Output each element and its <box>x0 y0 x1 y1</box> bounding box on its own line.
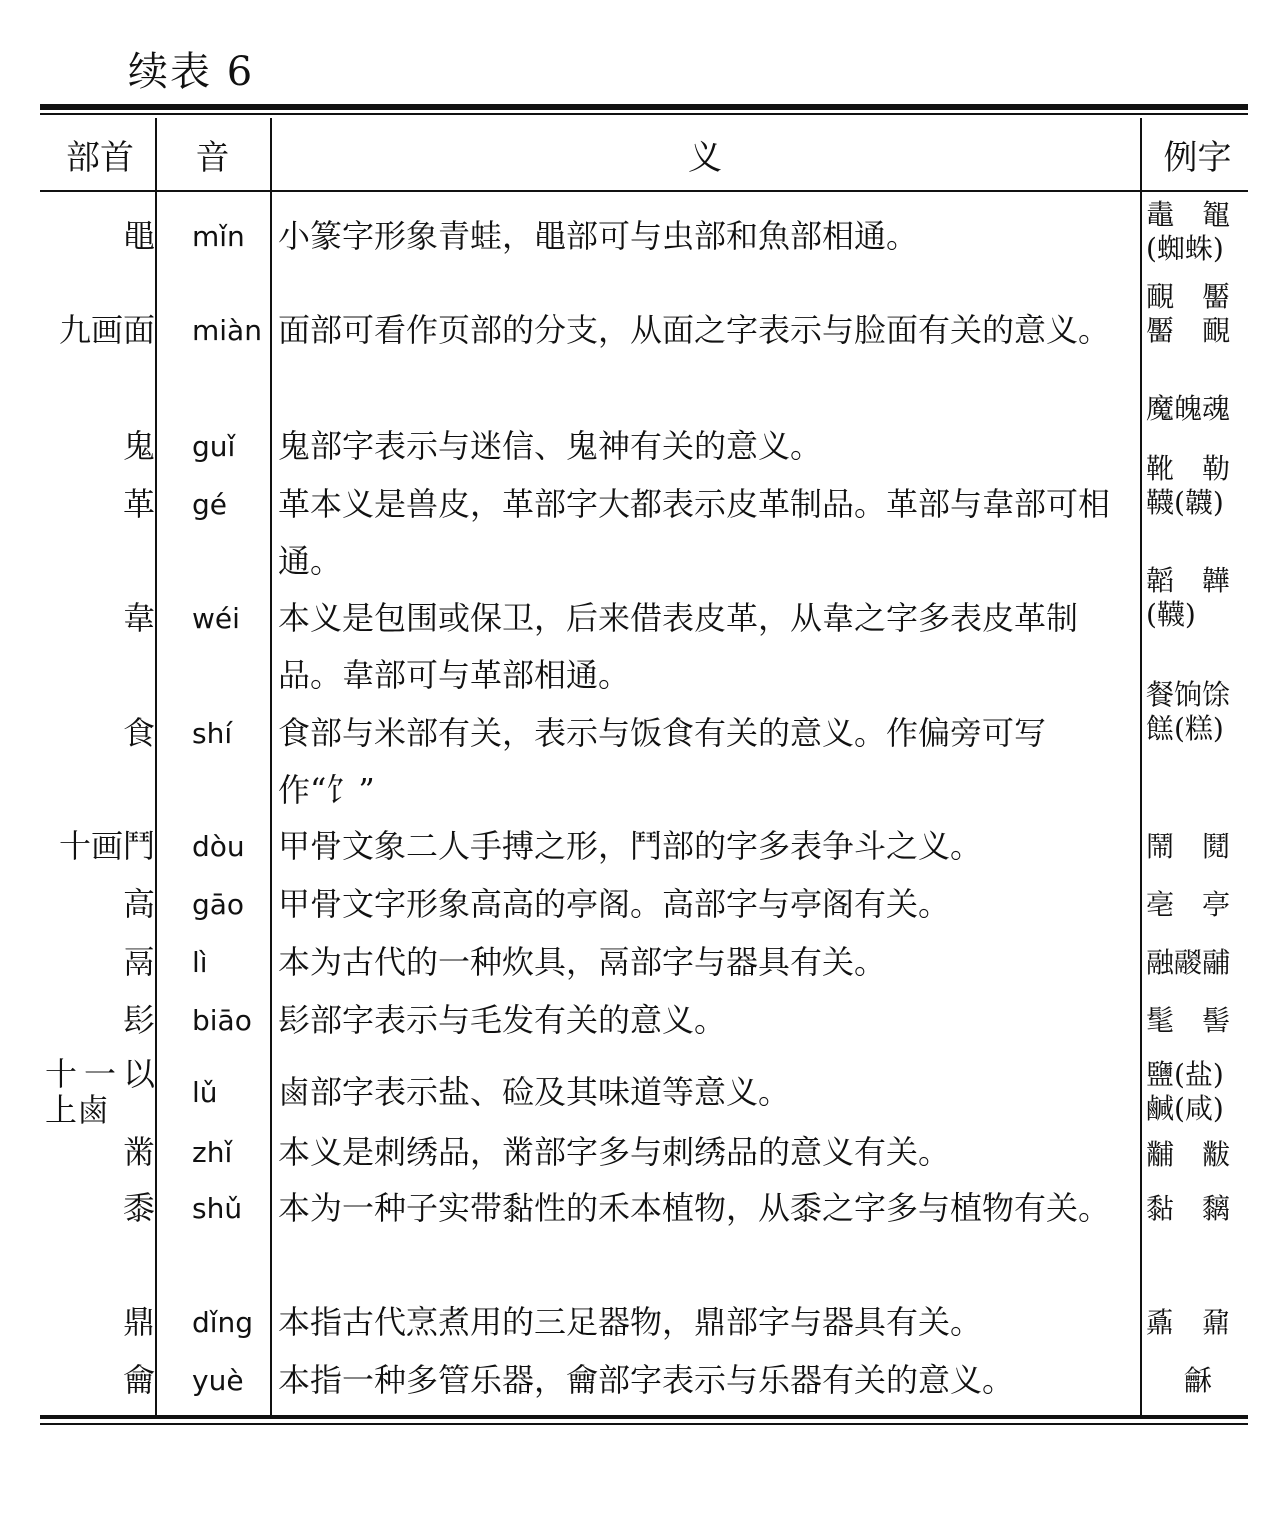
row-lizi-2: 餻(糕) <box>1146 712 1224 745</box>
header-yin: 音 <box>195 138 230 178</box>
row-lizi-1: 韜 韡 <box>1146 564 1231 597</box>
row-lizi-1: 黏 黐 <box>1146 1192 1231 1225</box>
row-lizi-2: (韈) <box>1146 598 1196 631</box>
row-yi: 本指一种多管乐器，龠部字表示与乐器有关的意义。 <box>278 1361 1015 1399</box>
row-yi: 小篆字形象青蛙，黽部可与虫部和魚部相通。 <box>278 217 919 255</box>
column-divider-1 <box>155 118 157 1418</box>
row-lizi-1: 鼃 鼅 <box>1146 198 1231 231</box>
row-yin: lì <box>192 946 208 979</box>
row-yin: guǐ <box>192 430 236 463</box>
row-bushou: 龠 <box>122 1361 155 1399</box>
header-bushou: 部首 <box>66 138 134 178</box>
row-yin: shí <box>192 717 233 750</box>
row-lizi <box>1146 946 1250 980</box>
row-lizi-1: 融鬷鬴 <box>1146 946 1231 979</box>
row-lizi-1: 餐饷馀 <box>1146 678 1231 711</box>
row-bushou: 鼎 <box>122 1303 155 1341</box>
row-yin: lǔ <box>192 1076 218 1109</box>
row-bushou: 革 <box>122 485 155 523</box>
row-lizi-1: 鬧 鬩 <box>1146 830 1231 863</box>
row-yi: 鹵部字表示盐、硷及其味道等意义。 <box>278 1073 791 1111</box>
row-lizi-2: 靨 靦 <box>1146 314 1231 347</box>
row-bushou: 韋 <box>122 599 155 637</box>
table-top-rule-thin <box>40 113 1248 115</box>
row-lizi <box>1146 678 1250 746</box>
row-yi: 本义是包围或保卫，后来借表皮革，从韋之字多表皮革制品。韋部可与革部相通。 <box>278 599 1079 694</box>
row-lizi-1: 靴 勒 <box>1146 452 1231 485</box>
row-bushou: 髟 <box>122 1001 155 1039</box>
row-bushou: 九画面 <box>58 311 155 349</box>
row-yin: shǔ <box>192 1192 243 1225</box>
row-lizi-2: 韈(韤) <box>1146 486 1224 519</box>
row-bushou: 鬼 <box>122 427 155 465</box>
row-lizi <box>1146 564 1250 632</box>
row-yin: gāo <box>192 888 245 921</box>
row-yi: 本为一种子实带黏性的禾本植物，从黍之字多与植物有关。 <box>278 1189 1111 1227</box>
row-lizi-1: 髦 髻 <box>1146 1004 1231 1037</box>
table-bottom-rule-thin <box>40 1423 1248 1425</box>
table-bottom-rule <box>40 1415 1248 1419</box>
row-lizi <box>1146 198 1250 266</box>
row-yin: dòu <box>192 830 245 863</box>
row-lizi <box>1146 1004 1250 1038</box>
row-lizi <box>1146 1192 1250 1226</box>
row-lizi <box>1146 888 1250 922</box>
row-lizi <box>1146 1364 1250 1398</box>
column-divider-3 <box>1140 118 1142 1418</box>
row-lizi-2: (蜘蛛) <box>1146 232 1224 265</box>
row-yin: wéi <box>192 602 240 635</box>
row-bushou: 黹 <box>122 1133 155 1171</box>
table-top-rule <box>40 104 1248 110</box>
row-bushou: 十一以上鹵 <box>45 1055 155 1129</box>
row-yin: biāo <box>192 1004 252 1037</box>
row-yi: 革本义是兽皮，革部字大都表示皮革制品。革部与韋部可相通。 <box>278 485 1111 580</box>
row-bushou: 高 <box>122 885 155 923</box>
row-yi: 食部与米部有关，表示与饭食有关的意义。作偏旁可写作“饣” <box>278 714 1047 809</box>
row-lizi <box>1146 392 1250 426</box>
row-bushou: 黽 <box>122 217 155 255</box>
row-lizi-1: 鼒 鼐 <box>1146 1306 1231 1339</box>
row-bushou: 十画鬥 <box>58 827 155 865</box>
row-lizi-1: 黼 黻 <box>1146 1138 1231 1171</box>
row-lizi <box>1146 280 1250 348</box>
row-lizi-2: 鹹(咸) <box>1146 1092 1224 1125</box>
row-yin: dǐng <box>192 1306 254 1339</box>
row-yin: mǐn <box>192 220 245 253</box>
column-divider-2 <box>270 118 272 1418</box>
row-yi: 本指古代烹煮用的三足器物，鼎部字与器具有关。 <box>278 1303 983 1341</box>
row-lizi <box>1146 830 1250 864</box>
row-yi: 面部可看作页部的分支，从面之字表示与脸面有关的意义。 <box>278 311 1111 349</box>
table-header-rule <box>40 190 1248 192</box>
row-yin: zhǐ <box>192 1136 233 1169</box>
row-bushou: 黍 <box>122 1189 155 1227</box>
row-yi: 本义是刺绣品，黹部字多与刺绣品的意义有关。 <box>278 1133 951 1171</box>
row-bushou: 食 <box>122 714 155 752</box>
row-yi: 鬼部字表示与迷信、鬼神有关的意义。 <box>278 427 823 465</box>
row-lizi-1: 亳 亭 <box>1146 888 1231 921</box>
row-yi: 甲骨文字形象高高的亭阁。高部字与亭阁有关。 <box>278 885 951 923</box>
header-lizi: 例字 <box>1163 138 1232 178</box>
row-yin: gé <box>192 488 227 521</box>
header-yi: 义 <box>688 138 722 178</box>
row-bushou: 鬲 <box>122 943 155 981</box>
row-yi: 髟部字表示与毛发有关的意义。 <box>278 1001 727 1039</box>
row-lizi <box>1146 1058 1250 1126</box>
page-title: 续表 6 <box>128 49 255 95</box>
row-lizi-1: 鹽(盐) <box>1146 1058 1224 1091</box>
row-lizi <box>1146 1138 1250 1172</box>
row-lizi-1: 靦 靨 <box>1146 280 1231 313</box>
row-lizi <box>1146 452 1250 520</box>
row-yin: miàn <box>192 314 262 347</box>
row-yin: yuè <box>192 1364 244 1397</box>
row-lizi <box>1146 1306 1250 1340</box>
row-lizi-1: 魔魄魂 <box>1146 392 1231 425</box>
row-yi: 甲骨文象二人手搏之形，鬥部的字多表争斗之义。 <box>278 827 983 865</box>
row-lizi-1: 龢 <box>1183 1364 1212 1397</box>
row-yi: 本为古代的一种炊具，鬲部字与器具有关。 <box>278 943 887 981</box>
